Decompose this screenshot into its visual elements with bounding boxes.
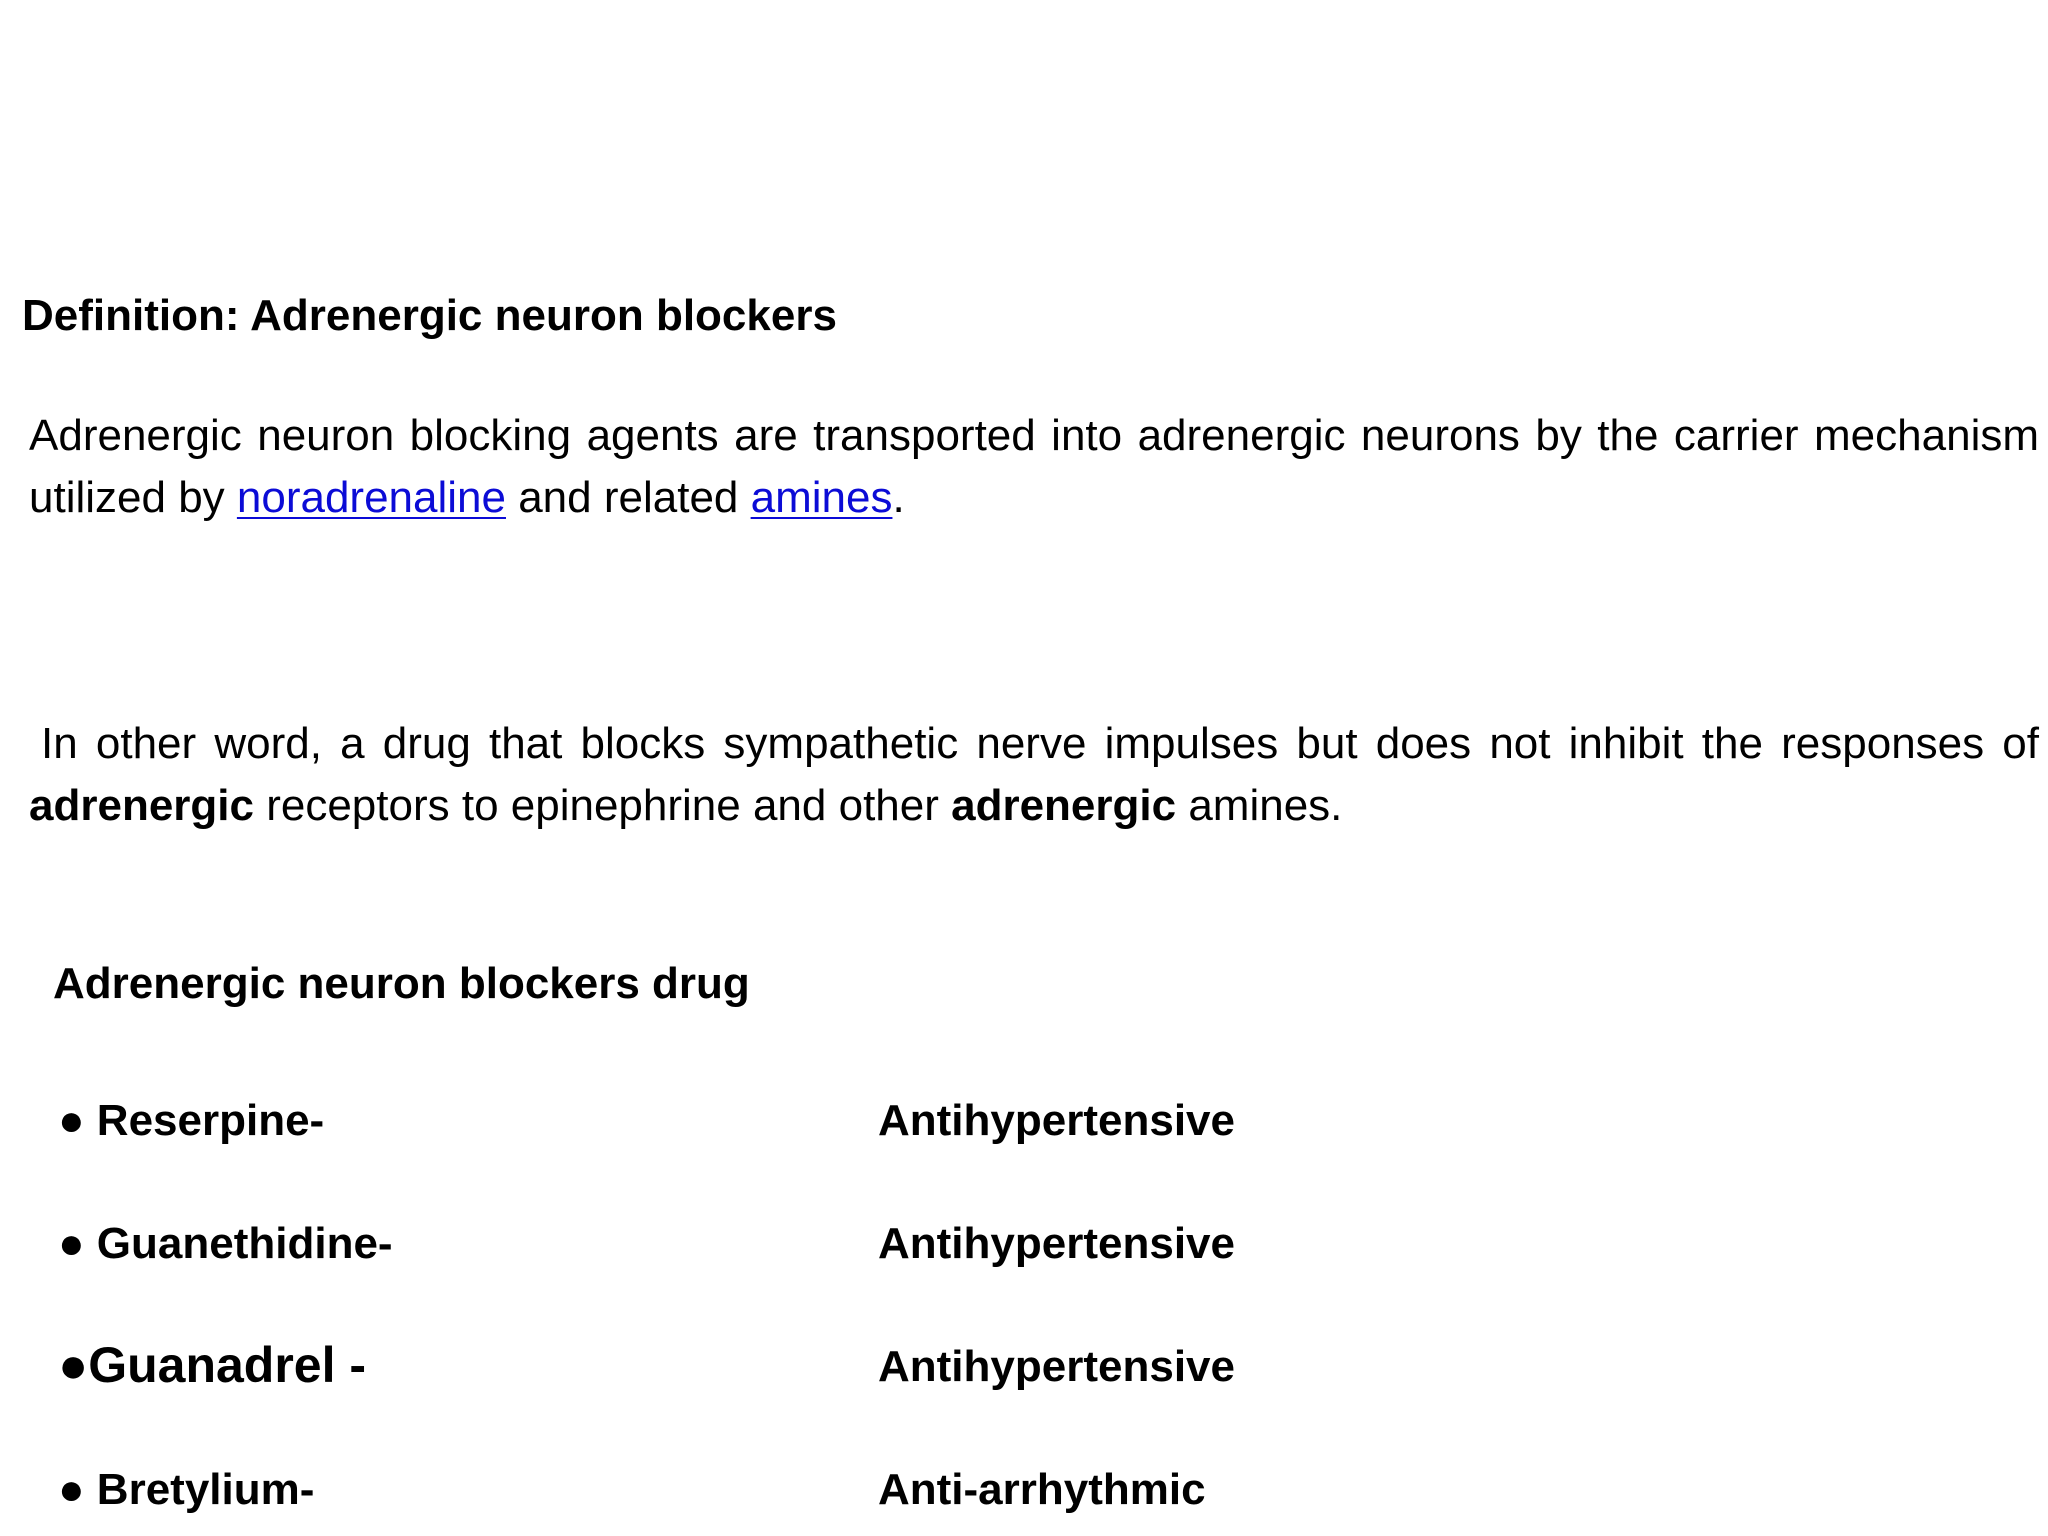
para2-text-2: receptors to epinephrine and other	[253, 781, 952, 830]
drug-name-guanadrel: ●Guanadrel -	[58, 1337, 367, 1393]
para2-bold-1: adrenergic	[29, 781, 254, 830]
noradrenaline-link[interactable]: noradrenaline	[236, 473, 506, 522]
drug-use-bretylium: Anti-arrhythmic	[878, 1465, 1206, 1514]
drug-use-reserpine: Antihypertensive	[878, 1096, 1235, 1145]
para2-text-1: In other word, a drug that blocks sympathetic nerve impulses but does not inhibit the responses of	[41, 719, 2039, 768]
amines-link[interactable]: amines	[750, 473, 893, 522]
drug-name-bretylium: ● Bretylium-	[58, 1465, 315, 1514]
definition-paragraph	[29, 405, 2039, 529]
para1-text-1: Adrenergic neuron blocking agents are transported into adrenergic neurons by the carrier mechanism utilized by	[29, 411, 2039, 522]
other-word-paragraph	[29, 713, 2039, 837]
drug-list-heading: Adrenergic neuron blockers drug	[53, 959, 750, 1008]
para2-bold-2: adrenergic	[951, 781, 1177, 830]
para1-text-3: .	[892, 473, 905, 522]
definition-heading: Definition: Adrenergic neuron blockers	[22, 291, 837, 340]
para2-text-3: amines.	[1176, 781, 1343, 830]
drug-name-reserpine: ● Reserpine-	[58, 1096, 325, 1145]
drug-use-guanadrel: Antihypertensive	[878, 1342, 1235, 1391]
drug-use-guanethidine: Antihypertensive	[878, 1219, 1235, 1268]
para1-text-2: and related	[505, 473, 751, 522]
drug-name-guanethidine: ● Guanethidine-	[58, 1219, 393, 1268]
